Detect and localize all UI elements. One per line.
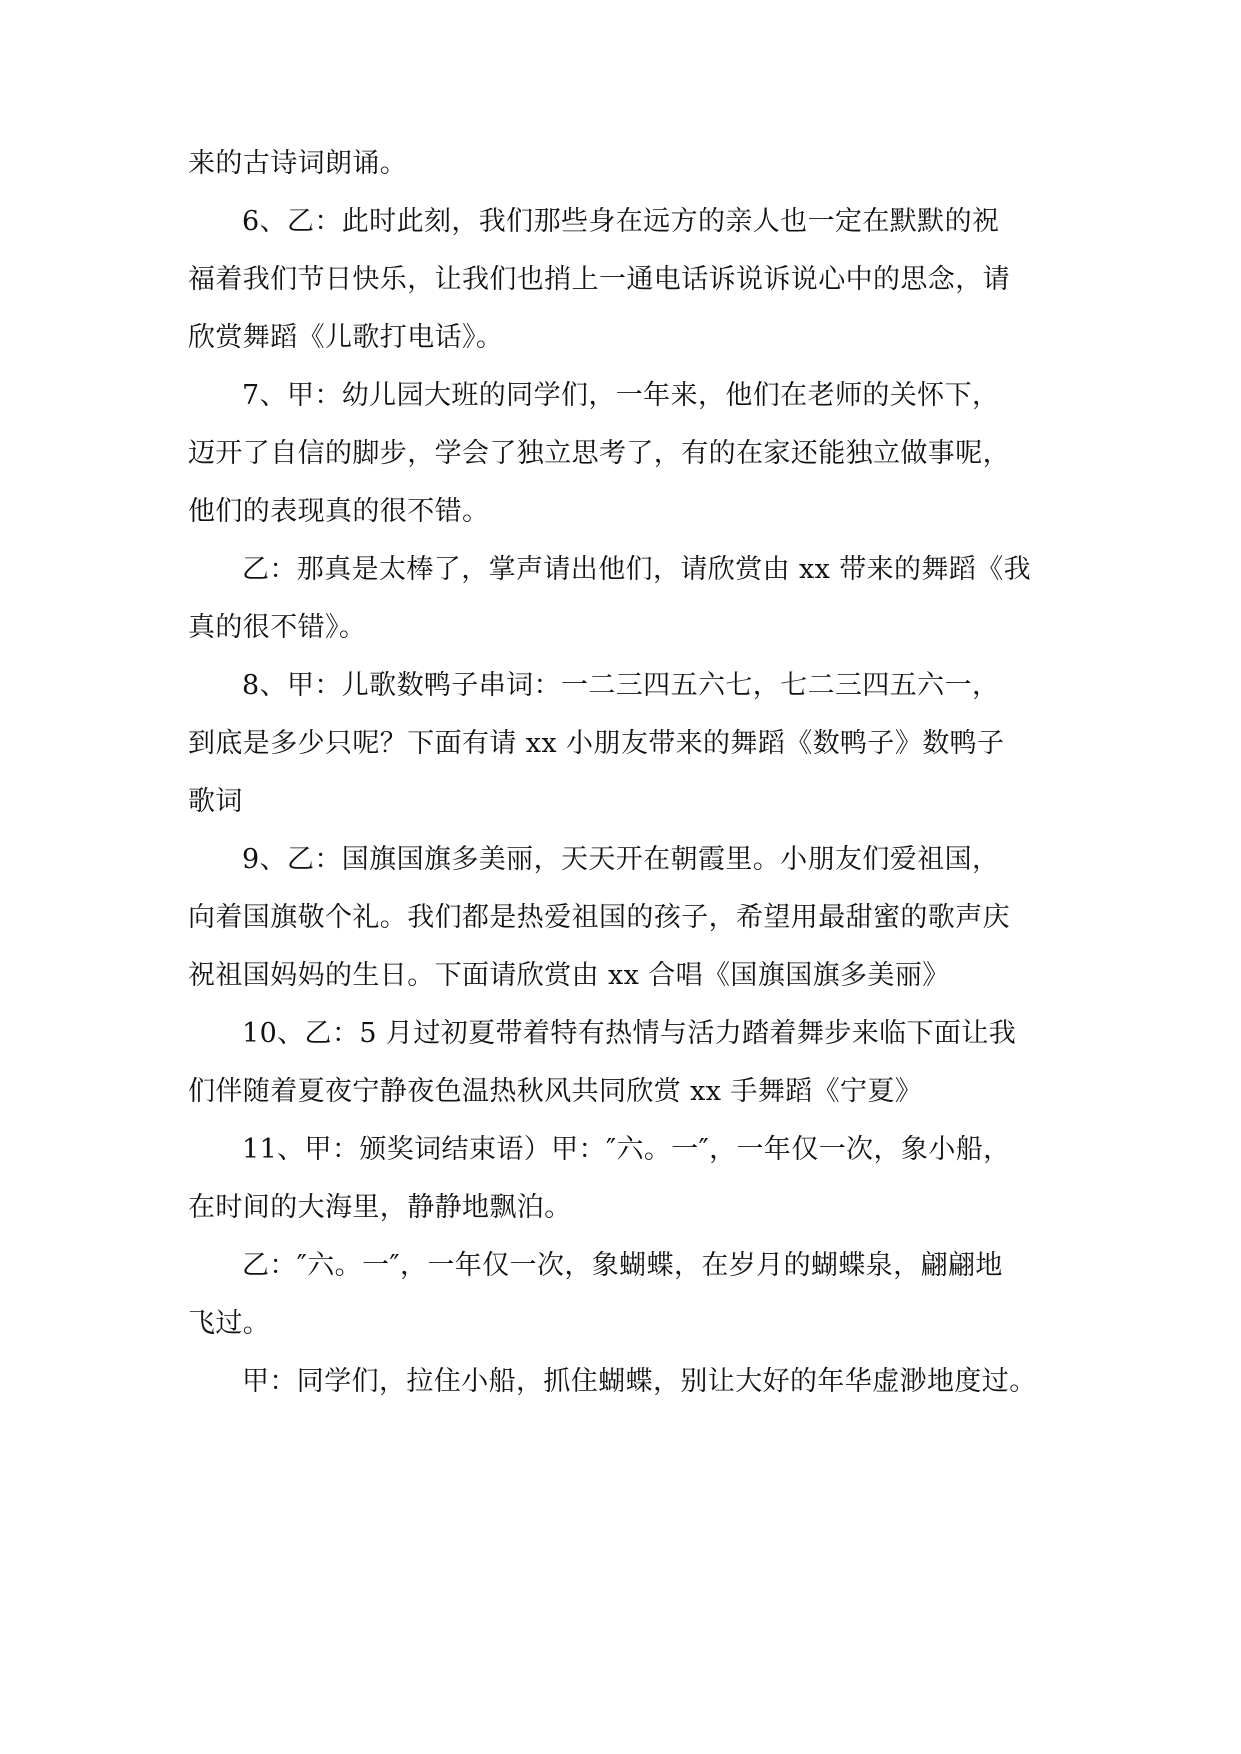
paragraph-0-line-1: 来的古诗词朗诵。 (188, 148, 408, 179)
paragraph-11b-line-2: 飞过。 (188, 1308, 271, 1339)
paragraph-7b-line-2: 真的很不错》。 (188, 612, 367, 643)
paragraph-11-line-2: 在时间的大海里，静静地飘泊。 (188, 1192, 572, 1223)
paragraph-11c-line-1: 甲：同学们，拉住小船，抓住蝴蝶，别让大好的年华虚渺地度过。 (242, 1366, 1037, 1397)
paragraph-10-line-2: 们伴随着夏夜宁静夜色温热秋风共同欣赏 xx 手舞蹈《宁夏》 (188, 1076, 923, 1107)
paragraph-7-line-3: 他们的表现真的很不错。 (188, 496, 490, 527)
paragraph-7b-line-1: 乙：那真是太棒了，掌声请出他们，请欣赏由 xx 带来的舞蹈《我 (242, 554, 1032, 585)
paragraph-6-line-2: 福着我们节日快乐，让我们也捎上一通电话诉说诉说心中的思念，请 (188, 264, 1010, 295)
paragraph-8-line-2: 到底是多少只呢？下面有请 xx 小朋友带来的舞蹈《数鸭子》数鸭子 (188, 728, 1005, 759)
paragraph-9-line-3: 祝祖国妈妈的生日。下面请欣赏由 xx 合唱《国旗国旗多美丽》 (188, 960, 950, 991)
paragraph-11-line-1: 11、甲：颁奖词结束语）甲：″六。一″，一年仅一次，象小船， (242, 1134, 1011, 1165)
paragraph-8-line-1: 8、甲：儿歌数鸭子串词：一二三四五六七，七二三四五六一， (242, 670, 1000, 701)
paragraph-7-line-1: 7、甲：幼儿园大班的同学们，一年来，他们在老师的关怀下， (242, 380, 1000, 411)
paragraph-9-line-2: 向着国旗敬个礼。我们都是热爱祖国的孩子，希望用最甜蜜的歌声庆 (188, 902, 1010, 933)
paragraph-7-line-2: 迈开了自信的脚步，学会了独立思考了，有的在家还能独立做事呢， (188, 438, 1010, 469)
paragraph-10-line-1: 10、乙：5 月过初夏带着特有热情与活力踏着舞步来临下面让我 (242, 1018, 1017, 1049)
paragraph-6-line-1: 6、乙：此时此刻，我们那些身在远方的亲人也一定在默默的祝 (242, 206, 1000, 237)
paragraph-9-line-1: 9、乙：国旗国旗多美丽，天天开在朝霞里。小朋友们爱祖国， (242, 844, 1000, 875)
paragraph-8-line-3: 歌词 (188, 786, 243, 817)
paragraph-6-line-3: 欣赏舞蹈《儿歌打电话》。 (188, 322, 504, 353)
paragraph-11b-line-1: 乙：″六。一″，一年仅一次，象蝴蝶，在岁月的蝴蝶泉，翩翩地 (242, 1250, 1003, 1281)
